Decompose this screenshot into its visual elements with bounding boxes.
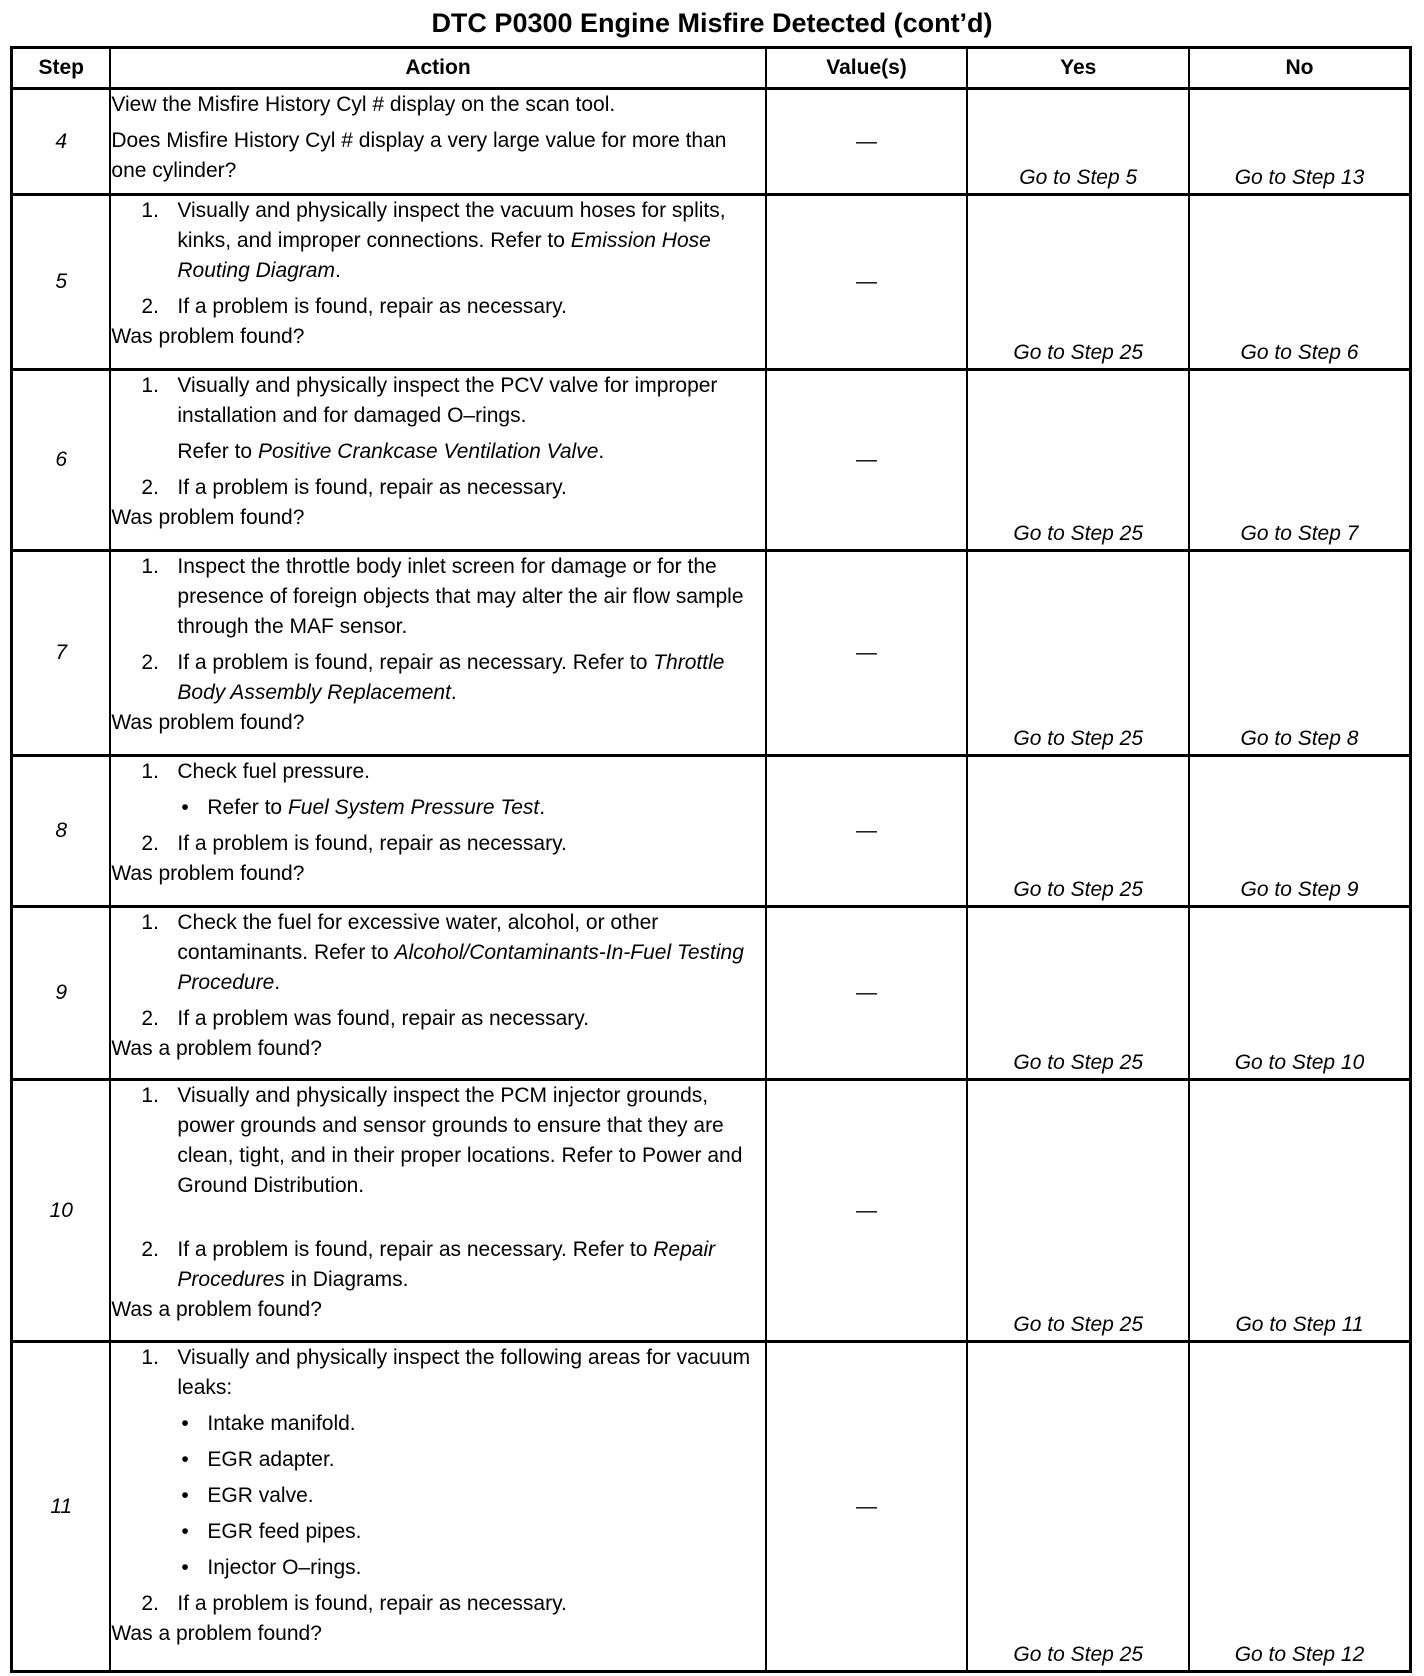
bullet-icon: • [181,1484,189,1507]
action-text: If a problem is found, repair as necessary. [177,1592,567,1615]
table-row [12,89,1411,195]
reference-link[interactable]: Throttle Body Assembly Replacement [177,651,725,704]
numbered-item [111,1081,764,1201]
action-question: Was problem found? [111,325,305,348]
refer-prefix: Refer to [177,440,253,463]
reference-link[interactable]: Alcohol/Contaminants-In-Fuel Testing Procedure [177,941,744,994]
value-cell: — [766,195,968,370]
action-text: Check the fuel for excessive water, alcohol, or other contaminants. Refer to [177,911,659,964]
no-link[interactable]: Go to Step 9 [1189,756,1411,907]
yes-link[interactable]: Go to Step 25 [967,1342,1188,1672]
column-header-step: Step [12,48,111,89]
item-number: 2. [141,476,159,499]
step-number: 5 [12,195,111,370]
refer-line: Refer to Positive Crankcase Ventilation Valve. [177,440,605,463]
value-cell: — [766,756,968,907]
yes-link[interactable]: Go to Step 25 [967,756,1188,907]
column-header-no: No [1189,48,1411,89]
action-question: Was problem found? [111,506,305,529]
table-row [12,1342,1411,1672]
bullet-icon: • [181,1520,189,1543]
page-title: DTC P0300 Engine Misfire Detected (cont’d) [431,8,993,38]
item-number: 1. [141,911,159,934]
bullet-item [111,1481,764,1511]
action-text: If a problem is found, repair as necessary. [177,832,567,855]
numbered-item [111,552,764,642]
yes-link[interactable]: Go to Step 25 [967,195,1188,370]
action-question: Does Misfire History Cyl # display a very large value for more than one cylinder? [111,129,727,182]
numbered-item [111,1004,764,1034]
table-row [12,907,1411,1080]
diagnostic-table [10,46,1412,1673]
action-question: Was a problem found? [111,1298,322,1321]
bullet-item: • Refer to Fuel System Pressure Test. [111,793,764,823]
item-number: 2. [141,1592,159,1615]
numbered-item [111,371,764,431]
item-number: 1. [141,199,159,222]
bullet-text: Injector O–rings. [207,1556,362,1579]
action-question: Was problem found? [111,862,305,885]
yes-link[interactable]: Go to Step 25 [967,907,1188,1080]
item-number: 1. [141,1084,159,1107]
bullet-text: EGR adapter. [207,1448,335,1471]
reference-link[interactable]: Emission Hose Routing Diagram [177,229,711,282]
table-row [12,1080,1411,1342]
column-header-action: Action [110,48,765,89]
numbered-item: 2. If a problem is found, repair as necessary. Refer to Throttle Body Assembly Replacement. [111,648,764,708]
action-cell [110,370,765,551]
value-cell: — [766,1080,968,1342]
numbered-item [111,292,764,322]
table-header-row [12,48,1411,89]
action-cell [110,1080,765,1342]
step-number: 9 [12,907,111,1080]
value-cell: — [766,907,968,1080]
numbered-item [111,473,764,503]
item-number: 1. [141,760,159,783]
action-text: Inspect the throttle body inlet screen for damage or for the presence of foreign objects that may alter the air flow sample through the MAF sensor. [177,555,744,638]
action-text: If a problem is found, repair as necessary. [177,295,567,318]
step-number: 4 [12,89,111,195]
action-text: If a problem is found, repair as necessary. Refer to [177,651,648,674]
bullet-text: EGR valve. [207,1484,314,1507]
action-text: If a problem is found, repair as necessary. Refer to [177,1238,648,1261]
table-row [12,551,1411,756]
action-text: Check fuel pressure. [177,760,370,783]
numbered-item [111,1343,764,1403]
refer-prefix: Refer to [207,796,283,819]
item-number: 2. [141,651,159,674]
bullet-icon: • [181,1448,189,1471]
yes-link[interactable]: Go to Step 25 [967,1080,1188,1342]
no-link[interactable]: Go to Step 11 [1189,1080,1411,1342]
item-number: 1. [141,555,159,578]
bullet-item [111,1517,764,1547]
action-cell [110,551,765,756]
numbered-item [111,1235,764,1295]
numbered-item: 1. Check the fuel for excessive water, alcohol, or other contaminants. Refer to Alcohol/Contaminants-In-Fuel Testing Procedure. [111,908,764,998]
value-cell: — [766,370,968,551]
action-text: If a problem was found, repair as necessary. [177,1007,590,1030]
action-cell [110,756,765,907]
bullet-text: EGR feed pipes. [207,1520,362,1543]
yes-link[interactable]: Go to Step 5 [967,89,1188,195]
column-header-yes: Yes [967,48,1188,89]
table-row [12,195,1411,370]
yes-link[interactable]: Go to Step 25 [967,370,1188,551]
item-number: 2. [141,1238,159,1261]
action-text: Visually and physically inspect the vacuum hoses for splits, kinks, and improper connections. Refer to [177,199,726,252]
no-link[interactable]: Go to Step 12 [1189,1342,1411,1672]
action-text: Visually and physically inspect the PCV valve for improper installation and for damaged O–rings. [177,374,718,427]
no-link[interactable]: Go to Step 10 [1189,907,1411,1080]
item-number: 1. [141,1346,159,1369]
reference-link[interactable]: Fuel System Pressure Test [287,796,540,819]
value-cell: — [766,89,968,195]
step-number: 6 [12,370,111,551]
item-number: 1. [141,374,159,397]
step-number: 11 [12,1342,111,1672]
action-text: If a problem is found, repair as necessary. [177,476,567,499]
reference-link[interactable]: Repair Procedures [177,1238,716,1291]
action-cell [110,195,765,370]
action-question: Was a problem found? [111,1622,322,1645]
action-question: Was a problem found? [111,1037,322,1060]
item-number: 2. [141,295,159,318]
yes-link[interactable]: Go to Step 25 [967,551,1188,756]
numbered-item [111,757,764,787]
bullet-item [111,1445,764,1475]
step-number: 8 [12,756,111,907]
bullet-text: Intake manifold. [207,1412,356,1435]
no-link[interactable]: Go to Step 7 [1189,370,1411,551]
table-row [12,370,1411,551]
item-number: 2. [141,1007,159,1030]
numbered-item: 1. Visually and physically inspect the vacuum hoses for splits, kinks, and improper connections. Refer to Emission Hose Routing Diagram. [111,196,764,286]
bullet-icon: • [181,1412,189,1435]
action-text: Visually and physically inspect the following areas for vacuum leaks: [177,1346,751,1399]
action-cell [110,89,765,195]
no-link[interactable]: Go to Step 13 [1189,89,1411,195]
action-text: View the Misfire History Cyl # display on the scan tool. [111,93,616,116]
bullet-icon: • [181,1556,189,1579]
value-cell: — [766,1342,968,1672]
table-row [12,756,1411,907]
numbered-item [111,1589,764,1619]
step-number: 7 [12,551,111,756]
reference-link[interactable]: Positive Crankcase Ventilation Valve [257,440,599,463]
action-cell [110,1342,765,1672]
action-cell [110,907,765,1080]
no-link[interactable]: Go to Step 6 [1189,195,1411,370]
bullet-item [111,1553,764,1583]
action-question: Was problem found? [111,711,305,734]
item-number: 2. [141,832,159,855]
no-link[interactable]: Go to Step 8 [1189,551,1411,756]
bullet-item [111,1409,764,1439]
action-text: Visually and physically inspect the PCM injector grounds, power grounds and sensor grounds to ensure that they are clean, tight, and in their proper locations. Refer to Power and Ground Distribution. [177,1084,743,1197]
numbered-item [111,829,764,859]
value-cell: — [766,551,968,756]
step-number: 10 [12,1080,111,1342]
action-text-suffix: in Diagrams. [290,1268,409,1291]
column-header-values: Value(s) [766,48,968,89]
bullet-icon: • [181,796,189,819]
